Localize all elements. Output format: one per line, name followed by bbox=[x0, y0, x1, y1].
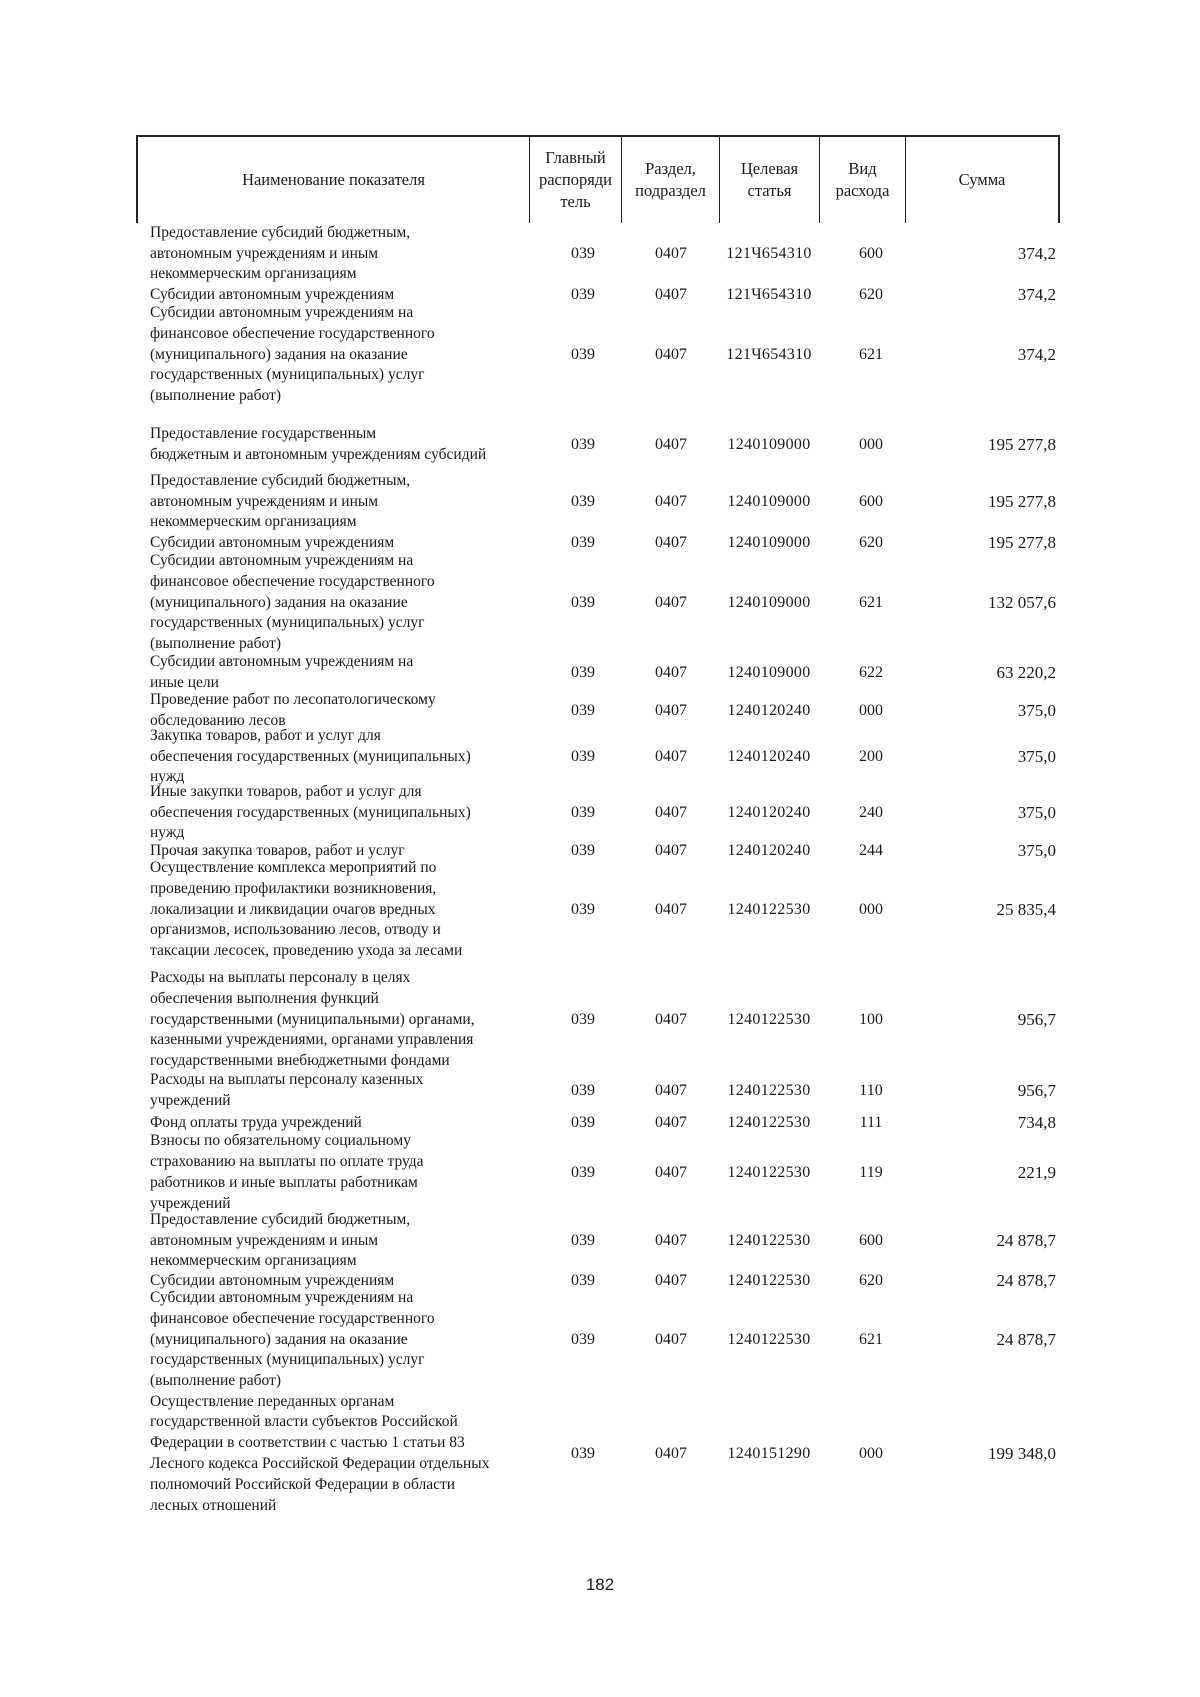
row-section: 0407 bbox=[655, 245, 687, 262]
row-main-manager: 039 bbox=[571, 664, 595, 681]
row-section: 0407 bbox=[655, 493, 687, 510]
header-section bbox=[622, 137, 720, 223]
table-row bbox=[136, 693, 1060, 729]
table-row bbox=[136, 223, 1060, 285]
row-target-article: 1240122530 bbox=[727, 1011, 811, 1028]
row-name: Фонд оплаты труда учреждений bbox=[150, 1113, 362, 1131]
header-name-text: Наименование показателя bbox=[242, 170, 425, 189]
row-target-article: 1240120240 bbox=[727, 804, 811, 821]
row-sum: 374,2 bbox=[1017, 244, 1056, 263]
row-expense-type: 600 bbox=[859, 493, 883, 510]
row-name: Осуществление комплекса мероприятий по проведению профилактики возникновения, локализации и ликвидации очагов вредных организмов, использованию лесов, отводу и таксации лесосек, проведению ухода за лесами bbox=[150, 859, 463, 960]
row-expense-type: 621 bbox=[859, 1331, 883, 1348]
row-sum: 374,2 bbox=[1017, 345, 1056, 364]
row-main-manager: 039 bbox=[571, 594, 595, 611]
row-section: 0407 bbox=[655, 1011, 687, 1028]
row-main-manager: 039 bbox=[571, 1114, 595, 1131]
row-target-article: 1240120240 bbox=[727, 842, 811, 859]
row-target-article: 1240122530 bbox=[727, 901, 811, 918]
row-expense-type: 000 bbox=[859, 436, 883, 453]
row-target-article: 1240122530 bbox=[727, 1272, 811, 1289]
row-expense-type: 100 bbox=[859, 1011, 883, 1028]
row-expense-type: 620 bbox=[859, 534, 883, 551]
row-main-manager: 039 bbox=[571, 1011, 595, 1028]
row-target-article: 1240122530 bbox=[727, 1082, 811, 1099]
row-target-article: 1240151290 bbox=[727, 1445, 811, 1462]
row-section: 0407 bbox=[655, 1445, 687, 1462]
row-sum: 374,2 bbox=[1017, 285, 1056, 304]
header-sum bbox=[906, 137, 1058, 223]
row-section: 0407 bbox=[655, 1232, 687, 1249]
row-expense-type: 621 bbox=[859, 346, 883, 363]
row-target-article: 121Ч654310 bbox=[726, 346, 812, 363]
table-row bbox=[136, 1389, 1060, 1519]
row-section: 0407 bbox=[655, 842, 687, 859]
row-main-manager: 039 bbox=[571, 842, 595, 859]
row-sum: 195 277,8 bbox=[988, 533, 1056, 552]
row-main-manager: 039 bbox=[571, 1232, 595, 1249]
row-name: Предоставление субсидий бюджетным, автономным учреждениям и иным некоммерческим организациям bbox=[150, 471, 411, 531]
row-target-article: 1240120240 bbox=[727, 702, 811, 719]
row-sum: 195 277,8 bbox=[988, 492, 1056, 511]
row-section: 0407 bbox=[655, 1114, 687, 1131]
row-main-manager: 039 bbox=[571, 346, 595, 363]
row-expense-type: 000 bbox=[859, 901, 883, 918]
row-target-article: 1240109000 bbox=[727, 493, 811, 510]
row-target-article: 1240122530 bbox=[727, 1232, 811, 1249]
row-section: 0407 bbox=[655, 286, 687, 303]
row-name: Взносы по обязательному социальному страхованию на выплаты по оплате труда работников и иные выплаты работникам учреждений bbox=[150, 1132, 424, 1212]
row-name: Расходы на выплаты персоналу в целях обеспечения выполнения функций государственными (муниципальными) органами, казенными учреждениями, органами управления государственными внебюджетными фондами bbox=[150, 969, 475, 1070]
row-name: Предоставление государственным бюджетным и автономным учреждениям субсидий bbox=[150, 425, 487, 463]
row-sum: 199 348,0 bbox=[988, 1444, 1056, 1463]
row-main-manager: 039 bbox=[571, 804, 595, 821]
row-sum: 24 878,7 bbox=[996, 1231, 1056, 1250]
row-target-article: 1240122530 bbox=[727, 1331, 811, 1348]
row-sum: 375,0 bbox=[1017, 803, 1056, 822]
row-target-article: 1240120240 bbox=[727, 748, 811, 765]
row-sum: 132 057,6 bbox=[988, 593, 1056, 612]
row-main-manager: 039 bbox=[571, 1082, 595, 1099]
row-section: 0407 bbox=[655, 748, 687, 765]
table-row bbox=[136, 782, 1060, 842]
table-header bbox=[136, 135, 1060, 223]
row-expense-type: 620 bbox=[859, 1272, 883, 1289]
row-name: Субсидии автономным учреждениям на иные цели bbox=[150, 653, 414, 691]
table-row bbox=[136, 1211, 1060, 1271]
row-main-manager: 039 bbox=[571, 702, 595, 719]
header-main-manager bbox=[530, 137, 622, 223]
header-sum-text: Сумма bbox=[958, 170, 1006, 189]
row-section: 0407 bbox=[655, 1082, 687, 1099]
row-section: 0407 bbox=[655, 534, 687, 551]
row-name: Прочая закупка товаров, работ и услуг bbox=[150, 841, 405, 859]
table-row bbox=[136, 553, 1060, 653]
table-row bbox=[136, 1132, 1060, 1212]
table-row bbox=[136, 419, 1060, 471]
row-main-manager: 039 bbox=[571, 1331, 595, 1348]
table-row bbox=[136, 1291, 1060, 1389]
row-expense-type: 000 bbox=[859, 702, 883, 719]
row-expense-type: 621 bbox=[859, 594, 883, 611]
row-target-article: 121Ч654310 bbox=[726, 286, 812, 303]
table-row bbox=[136, 653, 1060, 693]
header-name bbox=[138, 137, 530, 223]
row-target-article: 1240109000 bbox=[727, 436, 811, 453]
row-expense-type: 620 bbox=[859, 286, 883, 303]
row-target-article: 1240109000 bbox=[727, 664, 811, 681]
row-expense-type: 600 bbox=[859, 245, 883, 262]
row-target-article: 121Ч654310 bbox=[726, 245, 812, 262]
table-body bbox=[136, 223, 1060, 1519]
row-sum: 375,0 bbox=[1017, 747, 1056, 766]
row-main-manager: 039 bbox=[571, 901, 595, 918]
table-row bbox=[136, 861, 1060, 959]
header-section-text: Раздел, подраздел bbox=[635, 159, 706, 200]
row-name: Субсидии автономным учреждениям на финансовое обеспечение государственного (муниципального) задания на оказание государственных (муниципальных) услуг (выполнение работ) bbox=[150, 304, 435, 405]
table-row bbox=[136, 726, 1060, 786]
row-name: Субсидии автономным учреждениям bbox=[150, 285, 395, 303]
row-expense-type: 200 bbox=[859, 748, 883, 765]
row-expense-type: 622 bbox=[859, 664, 883, 681]
row-expense-type: 244 bbox=[859, 842, 883, 859]
table-row bbox=[136, 533, 1060, 553]
row-main-manager: 039 bbox=[571, 748, 595, 765]
row-sum: 956,7 bbox=[1017, 1010, 1056, 1029]
row-name: Предоставление субсидий бюджетным, автономным учреждениям и иным некоммерческим организациям bbox=[150, 1210, 411, 1270]
header-target-article bbox=[720, 137, 820, 223]
header-expense-type-text: Вид расхода bbox=[835, 159, 890, 200]
row-sum: 375,0 bbox=[1017, 701, 1056, 720]
table-row bbox=[136, 471, 1060, 533]
row-main-manager: 039 bbox=[571, 493, 595, 510]
row-sum: 195 277,8 bbox=[988, 435, 1056, 454]
row-target-article: 1240122530 bbox=[727, 1114, 811, 1131]
row-section: 0407 bbox=[655, 346, 687, 363]
row-section: 0407 bbox=[655, 664, 687, 681]
row-name: Предоставление субсидий бюджетным, автономным учреждениям и иным некоммерческим организациям bbox=[150, 223, 411, 283]
row-name: Субсидии автономным учреждениям на финансовое обеспечение государственного (муниципального) задания на оказание государственных (муниципальных) услуг (выполнение работ) bbox=[150, 1289, 435, 1390]
row-section: 0407 bbox=[655, 594, 687, 611]
table-row bbox=[136, 969, 1060, 1071]
row-name: Субсидии автономным учреждениям bbox=[150, 1271, 395, 1289]
row-main-manager: 039 bbox=[571, 245, 595, 262]
row-main-manager: 039 bbox=[571, 1272, 595, 1289]
row-expense-type: 111 bbox=[859, 1114, 883, 1131]
row-expense-type: 110 bbox=[859, 1082, 883, 1099]
header-expense-type bbox=[820, 137, 906, 223]
row-name: Проведение работ по лесопатологическому обследованию лесов bbox=[150, 691, 436, 729]
row-expense-type: 240 bbox=[859, 804, 883, 821]
row-sum: 24 878,7 bbox=[996, 1271, 1056, 1290]
row-sum: 956,7 bbox=[1017, 1081, 1056, 1100]
row-sum: 25 835,4 bbox=[996, 900, 1056, 919]
row-section: 0407 bbox=[655, 1331, 687, 1348]
row-target-article: 1240109000 bbox=[727, 594, 811, 611]
header-main-manager-text: Главный распоряди тель bbox=[538, 148, 613, 211]
row-sum: 24 878,7 bbox=[996, 1330, 1056, 1349]
row-target-article: 1240109000 bbox=[727, 534, 811, 551]
row-sum: 63 220,2 bbox=[996, 663, 1056, 682]
budget-table bbox=[136, 135, 1060, 1519]
row-expense-type: 000 bbox=[859, 1445, 883, 1462]
row-section: 0407 bbox=[655, 1272, 687, 1289]
row-name: Субсидии автономным учреждениям bbox=[150, 533, 395, 551]
row-name: Иные закупки товаров, работ и услуг для обеспечения государственных (муниципальных) нужд bbox=[150, 782, 471, 842]
row-main-manager: 039 bbox=[571, 286, 595, 303]
row-section: 0407 bbox=[655, 702, 687, 719]
page-number: 182 bbox=[585, 1575, 615, 1594]
table-row bbox=[136, 305, 1060, 405]
table-row bbox=[136, 1071, 1060, 1111]
row-main-manager: 039 bbox=[571, 534, 595, 551]
row-section: 0407 bbox=[655, 901, 687, 918]
row-main-manager: 039 bbox=[571, 1445, 595, 1462]
row-sum: 734,8 bbox=[1017, 1113, 1056, 1132]
row-name: Расходы на выплаты персоналу казенных учреждений bbox=[150, 1071, 424, 1109]
row-target-article: 1240122530 bbox=[727, 1164, 811, 1181]
header-target-article-text: Целевая статья bbox=[740, 159, 799, 200]
table-row bbox=[136, 285, 1060, 305]
row-section: 0407 bbox=[655, 1164, 687, 1181]
row-sum: 375,0 bbox=[1017, 841, 1056, 860]
row-name: Осуществление переданных органам государственной власти субъектов Российской Федерации в соответствии с частью 1 статьи 83 Лесного кодекса Российской Федерации отдельных полномочий Российской Федерации в области лесных отношений bbox=[150, 1392, 490, 1514]
row-name: Закупка товаров, работ и услуг для обеспечения государственных (муниципальных) нужд bbox=[150, 726, 471, 786]
row-expense-type: 600 bbox=[859, 1232, 883, 1249]
row-expense-type: 119 bbox=[859, 1164, 883, 1181]
row-section: 0407 bbox=[655, 804, 687, 821]
row-section: 0407 bbox=[655, 436, 687, 453]
row-name: Субсидии автономным учреждениям на финансовое обеспечение государственного (муниципального) задания на оказание государственных (муниципальных) услуг (выполнение работ) bbox=[150, 552, 435, 653]
row-sum: 221,9 bbox=[1017, 1163, 1056, 1182]
row-main-manager: 039 bbox=[571, 436, 595, 453]
row-main-manager: 039 bbox=[571, 1164, 595, 1181]
